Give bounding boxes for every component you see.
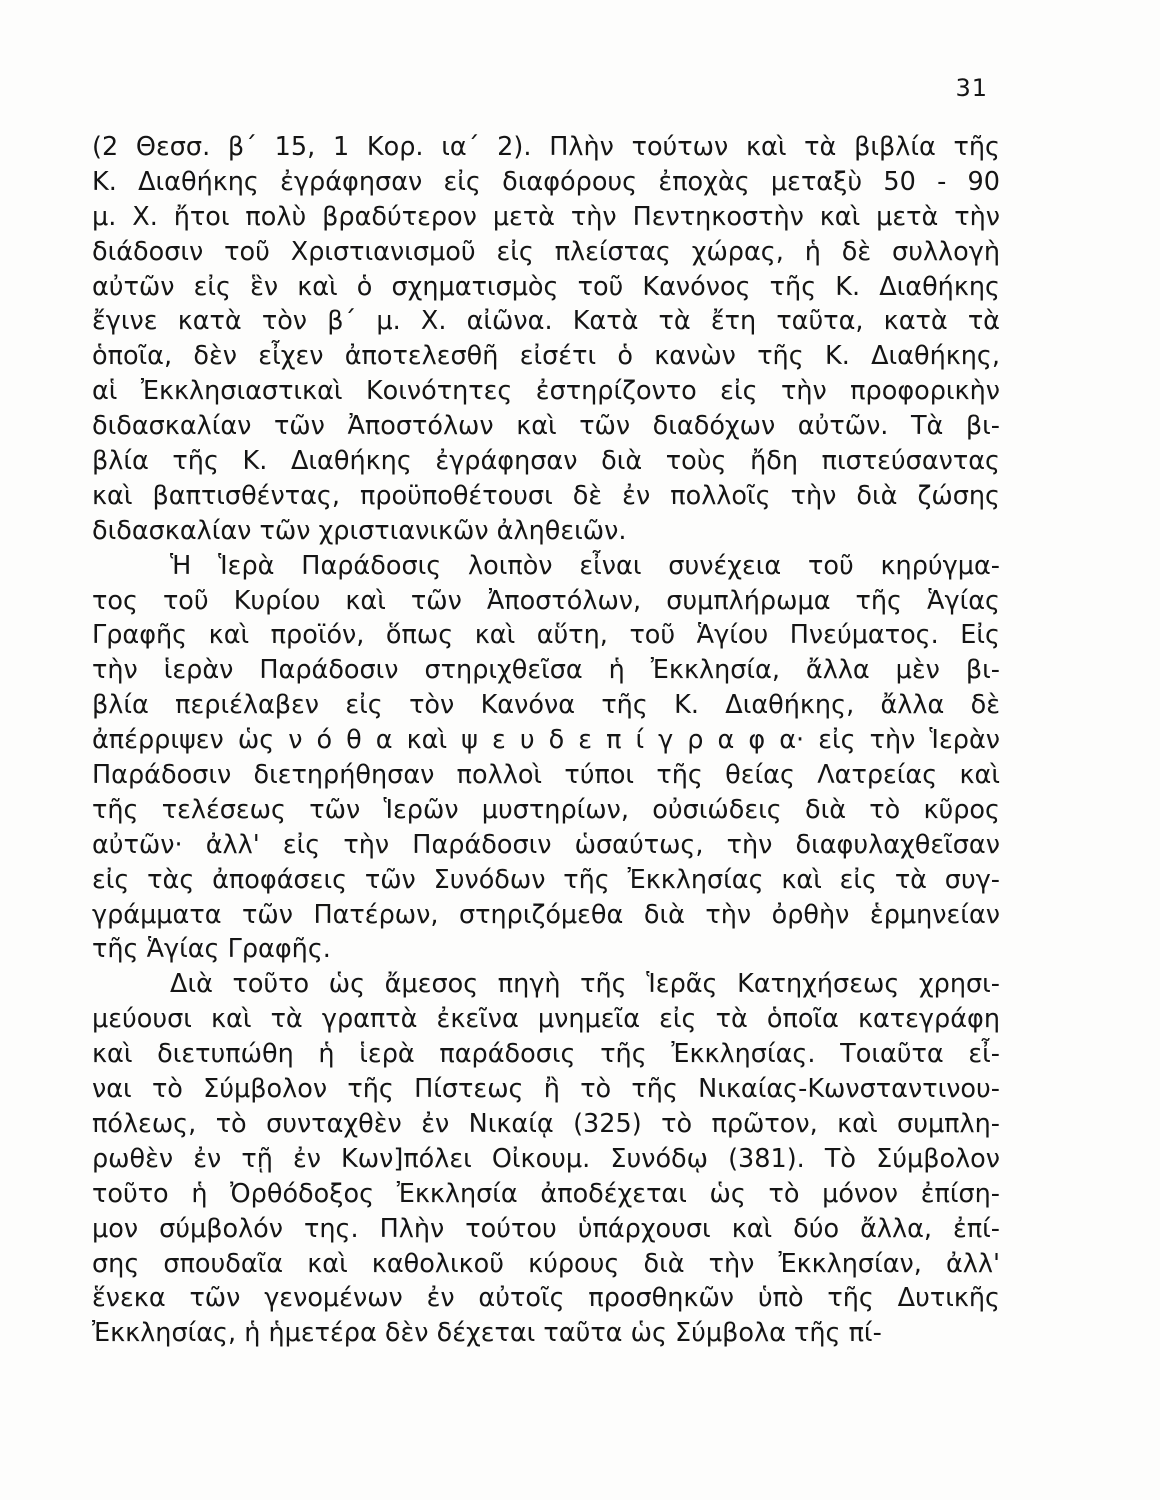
text-line: τῆς τελέσεως τῶν Ἱερῶν μυστηρίων, οὐσιώδεις διὰ τὸ κῦρος <box>92 794 1000 825</box>
text-line: Γραφῆς καὶ προϊόν, ὅπως καὶ αὕτη, τοῦ Ἁγίου Πνεύματος. Εἰς <box>92 620 1000 651</box>
text-line: βλία τῆς Κ. Διαθήκης ἐγράφησαν διὰ τοὺς ἤδη πιστεύσαντας <box>92 446 1000 477</box>
text-line: ὁποῖα, δὲν εἶχεν ἀποτελεσθῆ εἰσέτι ὁ κανὼν τῆς Κ. Διαθήκης, <box>92 341 1000 372</box>
body-text <box>92 130 1000 1351</box>
page-number: 31 <box>955 74 988 102</box>
text-line: αἱ Ἐκκλησιαστικαὶ Κοινότητες ἐστηρίζοντο εἰς τὴν προφορικὴν <box>92 376 1000 407</box>
paragraph <box>92 967 1000 1351</box>
text-line: διδασκαλίαν τῶν χριστιανικῶν ἀληθειῶν. <box>92 515 627 546</box>
text-line: πόλεως, τὸ συνταχθὲν ἐν Νικαίᾳ (325) τὸ πρῶτον, καὶ συμπλη- <box>92 1108 1000 1139</box>
paragraph <box>92 130 1000 549</box>
text-line: σης σπουδαῖα καὶ καθολικοῦ κύρους διὰ τὴν Ἐκκλησίαν, ἀλλ' <box>92 1248 1000 1279</box>
text-line: τος τοῦ Κυρίου καὶ τῶν Ἀποστόλων, συμπλήρωμα τῆς Ἁγίας <box>92 585 1000 616</box>
text-line: ναι τὸ Σύμβολον τῆς Πίστεως ἢ τὸ τῆς Νικαίας-Κωνσταντινου- <box>92 1074 1000 1105</box>
text-line: Ἐκκλησίας, ἡ ἡμετέρα δὲν δέχεται ταῦτα ὡς Σύμβολα τῆς πί- <box>92 1318 882 1349</box>
text-line: τῆς Ἁγίας Γραφῆς. <box>92 934 331 965</box>
text-line: μεύουσι καὶ τὰ γραπτὰ ἐκεῖνα μνημεῖα εἰς τὰ ὁποῖα κατεγράφη <box>92 1004 1000 1035</box>
text-line: ἀπέρριψεν ὡς ν ό θ α καὶ ψ ε υ δ ε π ί γ ρ α φ α· εἰς τὴν Ἱερὰν <box>92 725 1000 756</box>
text-line: ρωθὲν ἐν τῇ ἐν Κων]πόλει Οἰκουμ. Συνόδῳ (381). Τὸ Σύμβολον <box>92 1143 1000 1174</box>
text-line: καὶ διετυπώθη ἡ ἱερὰ παράδοσις τῆς Ἐκκλησίας. Τοιαῦτα εἶ- <box>92 1039 1000 1070</box>
text-line: Διὰ τοῦτο ὡς ἄμεσος πηγὴ τῆς Ἱερᾶς Κατηχήσεως χρησι- <box>170 969 1000 1000</box>
text-line: ἔγινε κατὰ τὸν β΄ μ. Χ. αἰῶνα. Κατὰ τὰ ἔτη ταῦτα, κατὰ τὰ <box>92 306 1000 337</box>
text-line: διάδοσιν τοῦ Χριστιανισμοῦ εἰς πλείστας χώρας, ἡ δὲ συλλογὴ <box>92 236 1000 267</box>
text-line: καὶ βαπτισθέντας, προϋποθέτουσι δὲ ἐν πολλοῖς τὴν διὰ ζώσης <box>92 480 1000 511</box>
paragraph <box>92 549 1000 968</box>
text-line: Ἡ Ἱερὰ Παράδοσις λοιπὸν εἶναι συνέχεια τοῦ κηρύγμα- <box>170 550 1000 581</box>
text-line: τοῦτο ἡ Ὀρθόδοξος Ἐκκλησία ἀποδέχεται ὡς τὸ μόνον ἐπίση- <box>92 1178 1000 1209</box>
text-line: (2 Θεσσ. β΄ 15, 1 Κορ. ια΄ 2). Πλὴν τούτων καὶ τὰ βιβλία τῆς <box>92 132 1000 162</box>
text-line: μ. Χ. ἤτοι πολὺ βραδύτερον μετὰ τὴν Πεντηκοστὴν καὶ μετὰ τὴν <box>92 201 1000 232</box>
text-line: ἕνεκα τῶν γενομένων ἐν αὐτοῖς προσθηκῶν ὑπὸ τῆς Δυτικῆς <box>92 1283 1000 1314</box>
text-line: γράμματα τῶν Πατέρων, στηριζόμεθα διὰ τὴν ὀρθὴν ἑρμηνείαν <box>92 899 1000 930</box>
text-line: αὐτῶν εἰς ἓν καὶ ὁ σχηματισμὸς τοῦ Κανόνος τῆς Κ. Διαθήκης <box>92 271 1000 302</box>
text-line: Παράδοσιν διετηρήθησαν πολλοὶ τύποι τῆς θείας Λατρείας καὶ <box>92 760 1000 791</box>
text-line: βλία περιέλαβεν εἰς τὸν Κανόνα τῆς Κ. Διαθήκης, ἄλλα δὲ <box>92 690 1000 721</box>
text-line: αὐτῶν· ἀλλ' εἰς τὴν Παράδοσιν ὡσαύτως, τὴν διαφυλαχθεῖσαν <box>92 829 1000 860</box>
text-line: τὴν ἱερὰν Παράδοσιν στηριχθεῖσα ἡ Ἐκκλησία, ἄλλα μὲν βι- <box>92 655 1000 686</box>
text-line: μον σύμβολόν της. Πλὴν τούτου ὑπάρχουσι καὶ δύο ἄλλα, ἐπί- <box>92 1213 1000 1244</box>
text-line: Κ. Διαθήκης ἐγράφησαν εἰς διαφόρους ἐποχὰς μεταξὺ 50 - 90 <box>92 166 1000 197</box>
text-line: εἰς τὰς ἀποφάσεις τῶν Συνόδων τῆς Ἐκκλησίας καὶ εἰς τὰ συγ- <box>92 864 1000 895</box>
text-line: διδασκαλίαν τῶν Ἀποστόλων καὶ τῶν διαδόχων αὐτῶν. Τὰ βι- <box>92 411 1000 442</box>
